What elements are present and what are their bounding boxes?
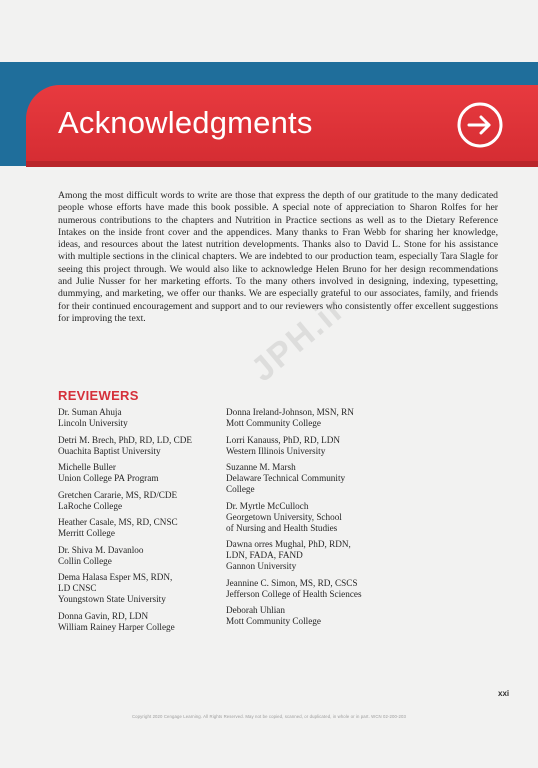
reviewer-name: Dr. Shiva M. Davanloo [58,544,144,555]
reviewer-entry [58,462,238,484]
reviewer-entry [226,407,406,429]
reviewer-affiliation: Jefferson College of Health Sciences [226,588,362,599]
reviewer-entry [58,611,238,633]
page-title: Acknowledgments [58,105,313,140]
reviewer-entry [58,545,238,567]
reviewer-affiliation: Delaware Technical Community [226,473,346,483]
reviewer-name: Dr. Suman Ahuja [58,407,122,417]
reviewer-affiliation: Ouachita Baptist University [58,445,161,456]
reviewer-entry [58,572,238,605]
reviewer-affiliation: Collin College [58,555,112,566]
reviewer-affiliation: College [226,484,255,494]
reviewer-entry [226,539,406,572]
reviewer-affiliation: Youngstown State University [58,594,166,604]
reviewer-name: Donna Gavin, RD, LDN [58,610,149,621]
reviewer-affiliation: of Nursing and Health Studies [226,522,338,533]
reviewer-name: Dr. Myrtle McCulloch [226,500,309,511]
reviewer-affiliation: Union College PA Program [58,473,159,483]
reviewer-name: Heather Casale, MS, RD, CNSC [58,517,178,527]
reviewer-affiliation: William Rainey Harper College [58,621,175,632]
reviewer-entry [58,435,238,457]
reviewer-affiliation: LaRoche College [58,500,123,511]
reviewer-affiliation: Mott Community College [226,616,321,626]
reviewers-heading: REVIEWERS [58,388,139,403]
watermark: JPH.ir [244,289,353,390]
reviewer-name: Jeannine C. Simon, MS, RD, CSCS [226,577,358,588]
reviewer-affiliation: Merritt College [58,528,115,538]
arrow-right-circle-icon [456,101,504,149]
copyright-notice: Copyright 2020 Cengage Learning. All Rights Reserved. May not be copied, scanned, or duplicated, in whole or in part. WCN 02-200-203 [131,714,407,719]
reviewer-name: Michelle Buller [58,462,116,472]
reviewer-name: Deborah Uhlian [226,605,285,615]
reviewer-affiliation: LD CNSC [58,583,97,593]
reviewer-entry [226,605,406,627]
reviewer-affiliation: Lincoln University [58,418,128,428]
reviewer-name: Suzanne M. Marsh [226,462,296,472]
page-number: xxi [498,689,510,698]
reviewer-entry [58,490,238,512]
reviewer-name: Detri M. Brech, PhD, RD, LD, CDE [58,434,192,445]
reviewer-affiliation: Western Illinois University [226,445,326,456]
reviewer-name: Lorri Kanauss, PhD, RD, LDN [226,434,341,445]
reviewers-column-right [226,407,406,633]
reviewer-entry [58,407,238,429]
reviewer-entry [58,517,238,539]
reviewer-name: Dema Halasa Esper MS, RDN, [58,572,173,582]
reviewer-name: Gretchen Cararie, MS, RD/CDE [58,489,178,500]
reviewer-affiliation: Mott Community College [226,418,321,428]
reviewer-entry [226,501,406,534]
reviewer-entry [226,462,406,495]
reviewer-affiliation: Gannon University [226,561,297,571]
reviewer-entry [226,578,406,600]
reviewer-name: Donna Ireland-Johnson, MSN, RN [226,407,354,417]
acknowledgment-paragraph: Among the most difficult words to write are those that express the depth of our gratitude to the many dedicated people whose efforts have made this book possible. A special note of appreciation to Sharon Rolfes for her numerous contributions to the chapters and Nutrition in Practice sections as well as to the Dietary Reference Intakes on the inside front cover and the appendices. Many thanks to Fran Webb for sharing her knowledge, ideas, and resources about the latest nutrition developments. Thanks also to David L. Stone for his assistance with multiple sections in the clinical chapters. We are indebted to our production team, especially Tara Slagle for seeing this project through. We would also like to acknowledge Helen Bruno for her design recommendations and Julie Nusser for her marketing efforts. To the many others involved in designing, indexing, typesetting, dummying, and marketing, we offer our thanks. We are especially grateful to our associates, family, and friends for their continued encouragement and support and to our reviewers who consistently offer excellent suggestions for improving the text. [58,190,498,324]
reviewer-name: Dawna orres Mughal, PhD, RDN, [226,539,351,549]
reviewer-affiliation: Georgetown University, School [226,511,342,522]
reviewer-affiliation: LDN, FADA, FAND [226,550,303,560]
reviewers-column-left [58,407,238,638]
reviewer-entry [226,435,406,457]
